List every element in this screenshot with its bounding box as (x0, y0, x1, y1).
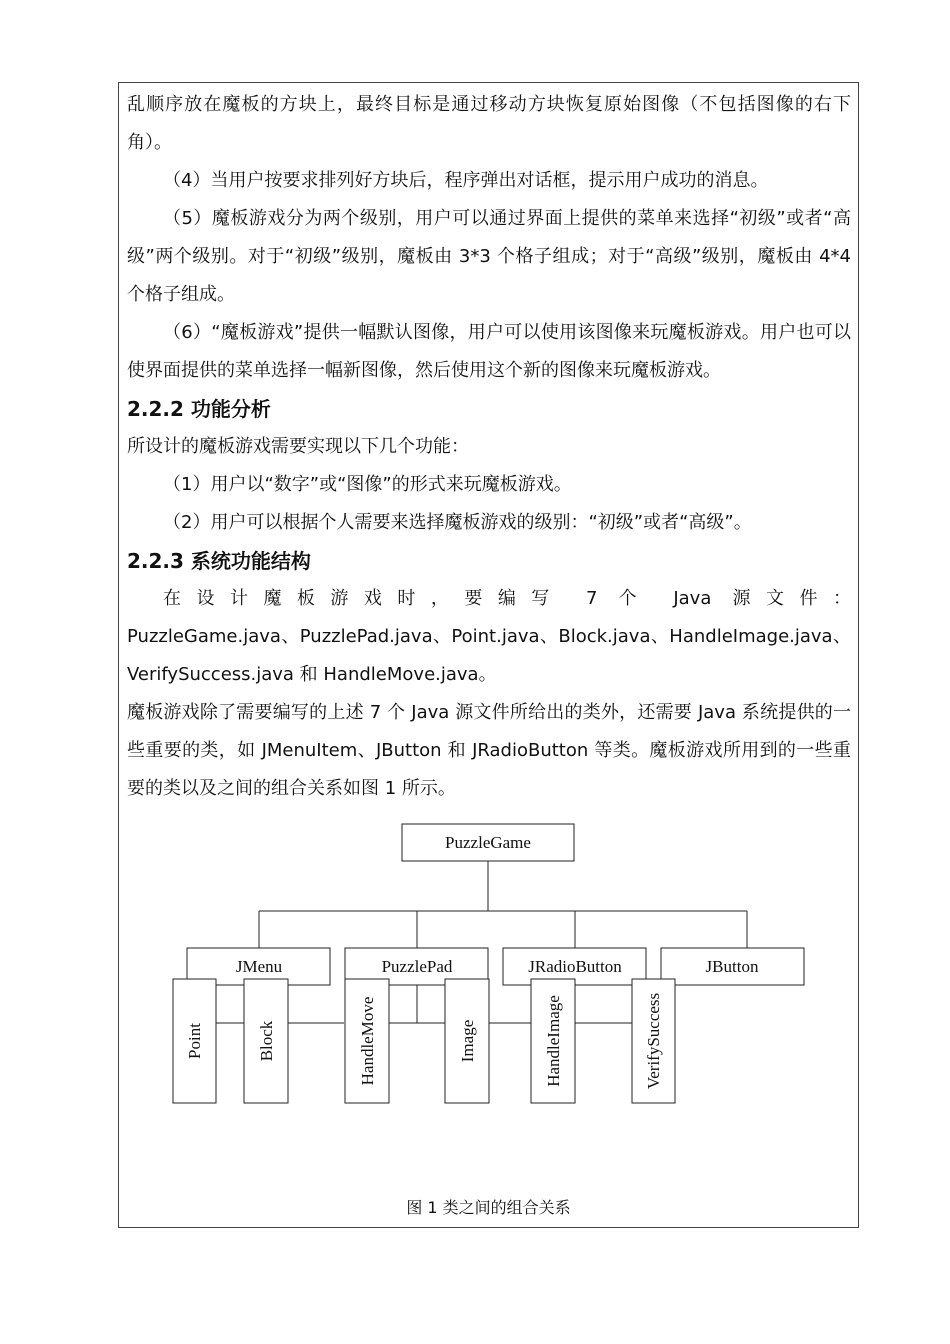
svg-text:JMenu: JMenu (235, 957, 283, 976)
section-heading-2-2-3: 2.2.3 系统功能结构 (127, 549, 311, 573)
document-body (127, 86, 851, 808)
svg-text:HandleMove: HandleMove (358, 996, 377, 1086)
diagram-node-block (244, 979, 288, 1103)
svg-text:Point: Point (185, 1023, 204, 1059)
svg-text:HandleImage: HandleImage (544, 995, 563, 1087)
function-item-2: （2）用户可以根据个人需要来选择魔板游戏的级别：“初级”或者“高级”。 (163, 512, 752, 533)
svg-text:VerifySuccess: VerifySuccess (644, 992, 663, 1090)
svg-text:PuzzlePad: PuzzlePad (381, 957, 453, 976)
section-heading-2-2-2: 2.2.2 功能分析 (127, 397, 271, 421)
diagram-node-point (173, 979, 216, 1103)
class-composition-diagram (118, 820, 859, 1120)
svg-text:Image: Image (458, 1019, 477, 1063)
system-classes-paragraph: 魔板游戏除了需要编写的上述 7 个 Java 源文件所给出的类外，还需要 Java 系统提供的一些重要的类，如 JMenuItem、JButton 和 JRadioButton 等类。魔板游戏所用到的一些重要的类以及之间的组合关系如图 1 所示。 (127, 702, 851, 799)
svg-text:JRadioButton: JRadioButton (528, 957, 622, 976)
diagram-node-jbutton (661, 948, 804, 985)
figure-caption: 图 1 类之间的组合关系 (406, 1198, 571, 1217)
paragraph-item-6: （6）“魔板游戏”提供一幅默认图像，用户可以使用该图像来玩魔板游戏。用户也可以使界面提供的菜单选择一幅新图像，然后使用这个新的图像来玩魔板游戏。 (127, 322, 851, 381)
diagram-node-image (445, 979, 489, 1103)
diagram-root-puzzlegame (402, 824, 574, 861)
svg-text:JButton: JButton (705, 957, 759, 976)
source-files-intro: 在设计魔板游戏时，要编写 7 个 Java 源文件： (163, 588, 851, 609)
diagram-node-verifysuccess (632, 979, 675, 1103)
section-intro: 所设计的魔板游戏需要实现以下几个功能： (127, 436, 469, 457)
paragraph-continuation: 乱顺序放在魔板的方块上，最终目标是通过移动方块恢复原始图像（不包括图像的右下角）。 (127, 94, 851, 153)
paragraph-item-5: （5）魔板游戏分为两个级别，用户可以通过界面上提供的菜单来选择“初级”或者“高级”两个级别。对于“初级”级别，魔板由 3*3 个格子组成；对于“高级”级别，魔板由 4*4 个格子组成。 (127, 208, 851, 305)
diagram-node-handlemove (345, 979, 389, 1103)
svg-text:Block: Block (257, 1020, 276, 1062)
source-files-list: PuzzleGame.java、PuzzlePad.java、Point.java、Block.java、HandleImage.java、VerifySuccess.java 和 HandleMove.java。 (127, 626, 851, 685)
diagram-root-label: PuzzleGame (445, 833, 531, 852)
paragraph-item-4: （4）当用户按要求排列好方块后，程序弹出对话框，提示用户成功的消息。 (163, 170, 769, 191)
diagram-node-handleimage (531, 979, 575, 1103)
function-item-1: （1）用户以“数字”或“图像”的形式来玩魔板游戏。 (163, 474, 572, 495)
